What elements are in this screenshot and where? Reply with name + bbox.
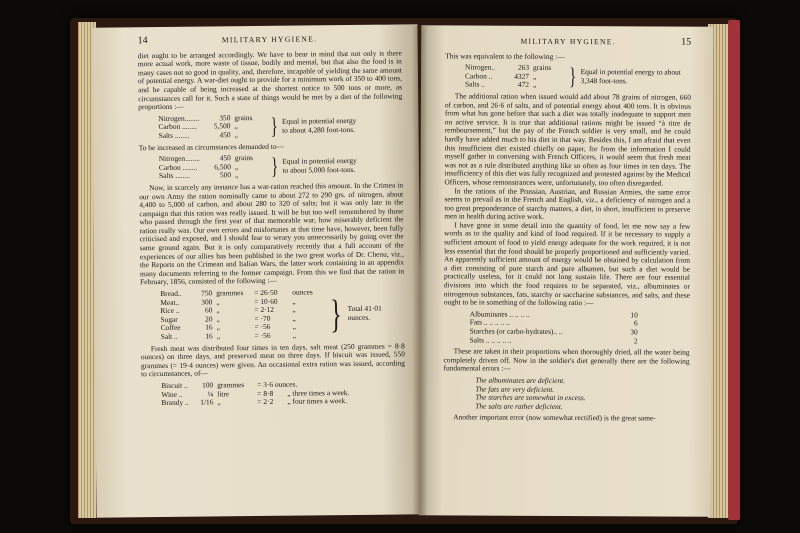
table-row: Meat.. 300 „ = 10·60 „ <box>160 296 296 307</box>
table-row: Brandy .. 1/16 „ = 2·2 „ four times a week. <box>161 396 348 408</box>
paragraph: Another important error (now somewhat rectified) is the great same- <box>453 412 656 423</box>
list-item: The fats are very deficient. <box>475 384 555 394</box>
table-row: Wine .. ¼ litre = 8·8 „ three times a week. <box>161 387 350 399</box>
brace: } <box>569 64 577 91</box>
energy-note: Equal in potential energy to about 3,348 foot-tons. <box>580 67 681 86</box>
right-page-header <box>445 37 691 47</box>
energy-note: Equal in potential energy to about 5,000 foot-tons. <box>282 156 357 175</box>
paragraph: The additional ration when issued would add about 78 grains of nitrogen, 660 of carbon, and 26·6 of salts, and of potential energy about 400 tons. It is obvious from what has gone before that such a diet was totally inadequate to support men on active service. It is true that additional rations might be issued “à titre de remboursement,” but the pay of the French soldier is very small, and he could hardly have added much to his diet in that way. Besides this, I am afraid that even this insufficient diet existed chiefly on paper, for from the information I could myself gather in conversing with French Officers, it would seem that fresh meat was not as a rule distributed anything like so often as four times in ten days. The insufficiency of this diet was fully recognized and protested against by the Medical Officers, whose remonstrances were, unfortunately, too often disregarded. <box>444 91 691 188</box>
left-page-header <box>138 34 402 45</box>
table-row: Fats .. .. .. .. .. 6 <box>469 317 638 328</box>
extra-ration-table <box>161 379 405 407</box>
list-item: The starches are somewhat in excess. <box>475 392 586 403</box>
french-ration-table <box>160 287 405 341</box>
table-row: Biscuit .. 100 grammes = 3·6 ounces. <box>161 379 298 390</box>
table-row: Albuminates .. .. .. .. 10 <box>469 309 638 320</box>
paragraph: I have gone in some detail into the quantity of food, let me now say a few words as to the quality and kind of food required. If it be necessary to supply a sufficient amount of food to yield energy adequate for the work required, it is not less essential that the food should be properly proportioned and sufficiently varied. An apparently sufficient amount of energy would be obtained by calculation from a diet consisting of pure starch and pure albumen, but such a diet would be practically useless, for it could not long sustain life. There are four essential divisions into which the food requires to be separated, viz., albuminates or nitrogenous substances, fats, starchy or saccharine substances, and salts, and these ought to be in something of the following ratio :— <box>443 220 691 308</box>
running-title: MILITARY HYGIENE. <box>221 34 318 45</box>
table-row: Bread.. 750 grammes = 26·50 ounces <box>160 287 313 299</box>
diet-table-minimum <box>158 112 402 140</box>
paragraph: These are taken in their proportions when thoroughly dried, all the water being completely driven off. Now in the soldier's diet generally there are the following fundamental errors :— <box>443 346 690 374</box>
running-title: MILITARY HYGIENE. <box>520 36 616 47</box>
table-row: Carbon .. 4327 „ <box>464 71 537 81</box>
equivalent-table <box>465 64 691 91</box>
table-row: Nitrogen........ 350 grains <box>158 112 253 123</box>
table-row: Rice .. 60 „ = 2·12 „ <box>160 304 296 316</box>
table-row: Salt .. 16 „ = ·56 „ <box>160 330 297 342</box>
paragraph: This was equivalent to the following :— <box>445 50 565 61</box>
table-row: Carbon ........ 5,500 „ <box>158 121 238 132</box>
ration-total: Total 41·01 ounces. <box>347 303 382 322</box>
table-row: Salts ........ 500 „ <box>158 170 239 181</box>
table-row: Salts .. 472 „ <box>464 79 537 90</box>
page-number: 14 <box>137 35 148 47</box>
table-row: Salts ........ 450 „ <box>158 130 238 140</box>
list-item: The albuminates are deficient. <box>475 375 566 385</box>
right-page <box>419 25 714 517</box>
diet-table-increased <box>159 153 403 181</box>
energy-note: Equal in potential energy to about 4,280 foot-tons. <box>281 115 357 135</box>
table-row: Nitrogen........ 450 grains <box>158 153 253 164</box>
left-page <box>91 24 422 517</box>
paragraph: To be increased as circumstances demanded to— <box>138 141 284 152</box>
table-row: Salts .. .. .. .. .. 2 <box>469 335 638 345</box>
paragraph: Now, in scarcely any instance has a war-ration reached this amount. In the Crimea in our own Army the ration nominally came to about 272 to 290 grs. of nitrogen, about 4,400 to 5,000 of carbon, and about 280 to 320 of salts; but it was only late in the campaign that this ration was really issued. It will be but too well remembered by those who passed through the first year of that memorable war, how miserably deficient the ration really was. Our own errors and misfortunes at that time have, however, been fully criticised and exposed, and I should fear to weary you unnecessarily by going over the same ground again. But it is only comparatively recently that a full account of the experiences of our allies has been published in the two great works of Dr. Chenu, viz., the Reports on the Crimean and Italian Wars, the latter work containing in an appendix many documents referring to the former campaign. From this we find that the ration in February, 1856, consisted of the following :— <box>139 180 405 287</box>
table-row: Starches (or carbo-hydrates).. .. 30 <box>469 326 638 337</box>
cover-spine-edge <box>728 20 740 520</box>
table-row: Carbon ........ 6,500 „ <box>158 161 239 172</box>
brace: } <box>270 113 278 140</box>
paragraph: diet ought to be arranged accordingly. We have to bear in mind that not only is there more actual work, more waste of tissue, bodily and mental, but that also the food is in many cases not so good in quality, and, therefore, incapable of yielding the same amount of potential energy. A war-diet ought to provide for a minimum work of 350 to 400 tons, and be capable of being increased at the shortest notice to 500 tons or more, as circumstances call for it. Such a state of things would be met by a diet of the following proportions :— <box>137 48 403 112</box>
table-row: Nitrogen.. 263 grains <box>465 62 552 73</box>
list-item: The salts are rather deficient. <box>475 401 563 411</box>
brace: } <box>271 153 279 180</box>
table-row: Sugar 20 „ = ·70 „ <box>160 313 296 324</box>
table-row: Coffee 16 „ = ·56 „ <box>160 322 296 333</box>
paragraph: Fresh meat was distributed four times in ten days, salt meat (250 grammes = 8·8 ounces) on three days, and preserved meat on three days. If biscuit was issued, 550 grammes (= 19·4 ounces) were given. An occasional extra ration was issued, according to circumstances, of— <box>140 341 406 379</box>
page-number: 15 <box>681 36 692 48</box>
book-gutter <box>412 26 428 516</box>
food-ratio-table <box>444 310 690 346</box>
error-list <box>475 376 689 411</box>
brace: } <box>330 290 343 337</box>
paragraph: In the rations of the Prussian, Austrian, and Russian Armies, the same error seems to prevail as in the French and English, viz., a deficiency of nitrogen and a too great preponderance of starchy matters, a diet, in short, insufficient to preserve men in health during active work. <box>444 185 691 222</box>
